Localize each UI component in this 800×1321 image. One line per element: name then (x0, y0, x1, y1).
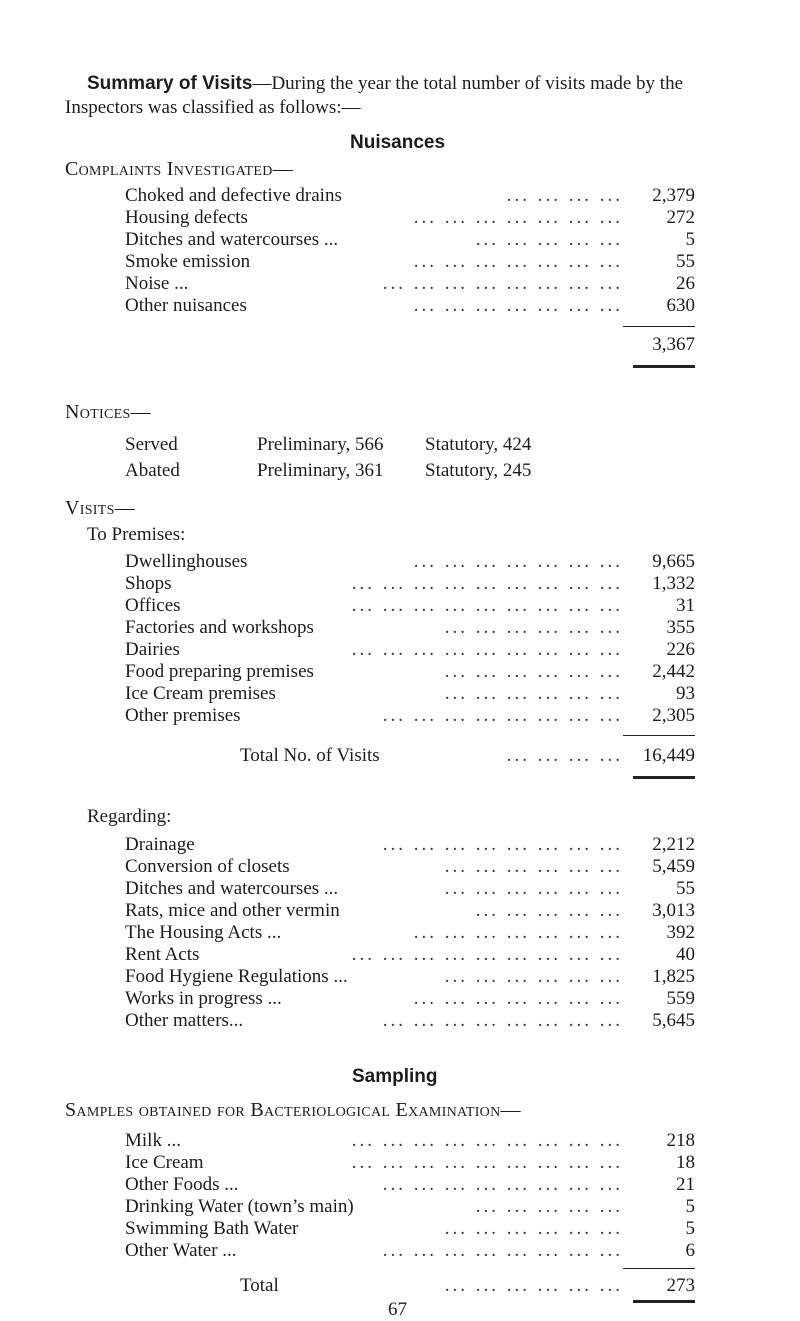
intro-line-1 (87, 73, 767, 95)
premises-heading: To Premises: (87, 524, 186, 545)
notices-served-label: Served (125, 434, 178, 455)
visits-heading: Visits— (65, 497, 135, 519)
list-item: Milk ... ... ... ... ... ... ... ... ... ... 218 (125, 1130, 695, 1151)
list-item: Smoke emission ... ... ... ... ... ... ... 55 (125, 251, 695, 272)
list-item: Ice Cream ... ... ... ... ... ... ... ... ... 18 (125, 1152, 695, 1173)
intro-lead: Summary of Visits (87, 73, 253, 94)
list-item: The Housing Acts ... ... ... ... ... ... ... ... 392 (125, 922, 695, 943)
total-rule (633, 365, 695, 368)
list-item: Dairies ... ... ... ... ... ... ... ... ... 226 (125, 639, 695, 660)
list-item: Food Hygiene Regulations ... ... ... ... ... ... ... 1,825 (125, 966, 695, 987)
notices-heading: Notices— (65, 401, 151, 423)
nuisances-heading: Nuisances (350, 132, 446, 153)
subtotal-rule (623, 735, 695, 736)
sampling-total: 273 (666, 1275, 695, 1296)
nuisances-total: 3,367 (652, 334, 695, 355)
list-item: Drainage ... ... ... ... ... ... ... ... 2,212 (125, 834, 695, 855)
page-number: 67 (388, 1299, 407, 1320)
list-item: Ice Cream premises ... ... ... ... ... ... 93 (125, 683, 695, 704)
list-item: Other matters... ... ... ... ... ... ... ... ... 5,645 (125, 1010, 695, 1031)
notices-abated-statutory: Statutory, 245 (425, 460, 532, 481)
list-item: Conversion of closets ... ... ... ... ... ... 5,459 (125, 856, 695, 877)
visits-total-label: Total No. of Visits (240, 745, 380, 766)
list-item: Ditches and watercourses ... ... ... ... ... ... 5 (125, 229, 695, 250)
visits-total-row: Total No. of Visits ... ... ... ... 16,449 (240, 745, 695, 766)
list-item: Rats, mice and other vermin ... ... ... ... ... 3,013 (125, 900, 695, 921)
visits-total: 16,449 (642, 745, 695, 766)
list-item: Offices ... ... ... ... ... ... ... ... ... 31 (125, 595, 695, 616)
subtotal-rule (623, 1268, 695, 1269)
total-rule (633, 776, 695, 779)
notices-abated-label: Abated (125, 460, 180, 481)
intro-text-part2: Inspectors was classified as follows:— (65, 97, 361, 118)
list-item: Dwellinghouses ... ... ... ... ... ... ... 9,665 (125, 551, 695, 572)
intro-text-part1: —During the year the total number of visits made by the (252, 73, 683, 94)
notices-served-preliminary: Preliminary, 566 (257, 434, 384, 455)
list-item: Housing defects ... ... ... ... ... ... ... 272 (125, 207, 695, 228)
list-item: Choked and defective drains ... ... ... ... 2,379 (125, 185, 695, 206)
total-rule (633, 1300, 695, 1303)
notices-abated-preliminary: Preliminary, 361 (257, 460, 384, 481)
regarding-heading: Regarding: (87, 806, 172, 827)
sampling-total-row: Total ... ... ... ... ... ... 273 (240, 1275, 695, 1296)
sampling-heading: Sampling (352, 1066, 438, 1087)
list-item: Other Water ... ... ... ... ... ... ... ... ... 6 (125, 1240, 695, 1261)
notices-served-statutory: Statutory, 424 (425, 434, 532, 455)
list-item: Drinking Water (town’s main) ... ... ... ... ... 5 (125, 1196, 695, 1217)
list-item: Rent Acts ... ... ... ... ... ... ... ... ... 40 (125, 944, 695, 965)
list-item: Swimming Bath Water ... ... ... ... ... ... 5 (125, 1218, 695, 1239)
list-item: Shops ... ... ... ... ... ... ... ... ... 1,332 (125, 573, 695, 594)
samples-heading: Samples obtained for Bacteriological Examination— (65, 1099, 521, 1121)
sampling-total-label: Total (240, 1275, 279, 1296)
list-item: Works in progress ... ... ... ... ... ... ... ... 559 (125, 988, 695, 1009)
list-item: Noise ... ... ... ... ... ... ... ... ... 26 (125, 273, 695, 294)
nuisances-total-row (125, 334, 695, 356)
list-item: Other nuisances ... ... ... ... ... ... ... 630 (125, 295, 695, 316)
list-item: Food preparing premises ... ... ... ... ... ... 2,442 (125, 661, 695, 682)
list-item: Other premises ... ... ... ... ... ... ... ... 2,305 (125, 705, 695, 726)
list-item: Other Foods ... ... ... ... ... ... ... ... ... 21 (125, 1174, 695, 1195)
complaints-heading: Complaints Investigated— (65, 158, 293, 180)
subtotal-rule (623, 326, 695, 327)
list-item: Ditches and watercourses ... ... ... ... ... ... ... 55 (125, 878, 695, 899)
list-item: Factories and workshops ... ... ... ... ... ... 355 (125, 617, 695, 638)
